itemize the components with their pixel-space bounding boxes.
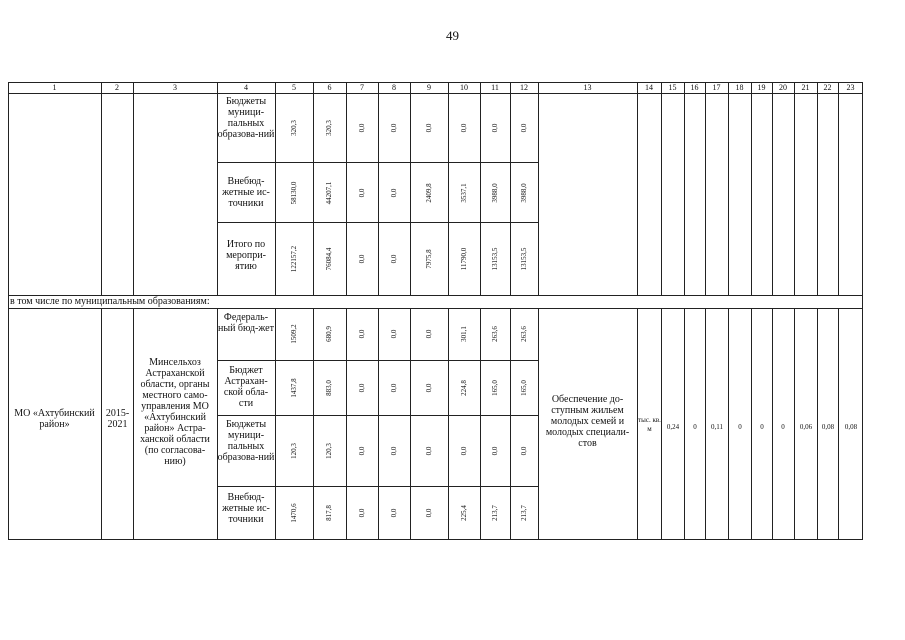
value-cell: 0,0 xyxy=(520,446,528,456)
header-col-7: 7 xyxy=(360,83,364,92)
value-cell: 0,0 xyxy=(390,508,398,518)
value-cell: 0,0 xyxy=(358,383,366,393)
value-cell: 58130,0 xyxy=(290,181,298,205)
value-cell: 320,3 xyxy=(290,120,298,136)
header-col-23: 23 xyxy=(846,83,855,92)
municipality-cell: МО «Ахтубинский район» xyxy=(14,408,95,430)
value-cell: 0,0 xyxy=(390,446,398,456)
value-cell: 817,8 xyxy=(325,505,333,521)
value-cell: 680,9 xyxy=(325,326,333,342)
unit-cell: тыс. кв. м xyxy=(638,416,661,433)
header-col-12: 12 xyxy=(520,83,528,92)
value-cell: 122157,2 xyxy=(290,245,298,273)
source-label: Бюджеты муници-пальных образова-ний xyxy=(217,419,275,463)
header-col-16: 16 xyxy=(690,83,699,92)
value-cell: 0,0 xyxy=(390,329,398,339)
indicator-value: 0 xyxy=(760,423,764,431)
source-label: Внебюд-жетные ис-точники xyxy=(222,492,270,525)
header-col-1: 1 xyxy=(52,83,57,92)
value-cell: 0,0 xyxy=(390,383,398,393)
value-cell: 0,0 xyxy=(460,446,468,456)
subheading: в том числе по муниципальным образованиям: xyxy=(10,296,210,307)
indicator-value: 0 xyxy=(738,423,742,431)
header-col-17: 17 xyxy=(712,83,721,92)
header-col-22: 22 xyxy=(823,83,832,92)
value-cell: 44207,1 xyxy=(325,181,333,205)
value-cell: 301,1 xyxy=(460,326,468,342)
value-cell: 0,0 xyxy=(425,329,433,339)
header-col-9: 9 xyxy=(427,83,431,92)
value-cell: 0,0 xyxy=(425,383,433,393)
value-cell: 0,0 xyxy=(425,123,433,133)
value-cell: 3988,0 xyxy=(520,183,528,203)
header-col-18: 18 xyxy=(735,83,744,92)
value-cell: 120,3 xyxy=(290,443,298,459)
source-label: Бюджет Астрахан-ской обла-сти xyxy=(223,365,269,409)
value-cell: 224,8 xyxy=(460,380,468,396)
value-cell: 225,4 xyxy=(460,505,468,521)
value-cell: 13153,5 xyxy=(491,247,499,271)
indicator-value: 0,24 xyxy=(666,423,680,431)
header-col-10: 10 xyxy=(460,83,468,92)
value-cell: 1437,8 xyxy=(290,378,298,398)
value-cell: 0,0 xyxy=(460,123,468,133)
value-cell: 0,0 xyxy=(390,254,398,264)
value-cell: 263,6 xyxy=(520,326,528,342)
header-col-21: 21 xyxy=(801,83,810,92)
header-col-20: 20 xyxy=(779,83,787,92)
value-cell: 0,0 xyxy=(390,188,398,198)
indicator-value: 0,11 xyxy=(711,423,723,431)
table-grid xyxy=(8,82,863,540)
value-cell: 165,0 xyxy=(520,380,528,396)
value-cell: 213,7 xyxy=(520,505,528,521)
budget-table xyxy=(8,82,863,540)
value-cell: 1509,2 xyxy=(290,324,298,344)
value-cell: 320,3 xyxy=(325,120,333,136)
value-cell: 3537,1 xyxy=(460,183,468,203)
value-cell: 1470,6 xyxy=(290,503,298,523)
header-col-8: 8 xyxy=(392,83,396,92)
header-col-13: 13 xyxy=(583,83,592,92)
value-cell: 0,0 xyxy=(358,123,366,133)
value-cell: 883,0 xyxy=(325,380,333,396)
indicator-cell: Обеспечение до-ступным жильем молодых семей и молодых специали-стов xyxy=(545,394,630,449)
indicator-value: 0,06 xyxy=(799,423,813,431)
indicator-value: 0 xyxy=(693,423,697,431)
header-col-6: 6 xyxy=(327,83,332,92)
value-cell: 213,7 xyxy=(491,505,499,521)
value-cell: 0,0 xyxy=(425,446,433,456)
header-col-15: 15 xyxy=(668,83,677,92)
indicator-value: 0 xyxy=(781,423,785,431)
header-col-19: 19 xyxy=(757,83,766,92)
value-cell: 0,0 xyxy=(390,123,398,133)
header-col-11: 11 xyxy=(491,83,499,92)
source-label: Федераль-ный бюд-жет xyxy=(218,312,274,334)
source-label: Бюджеты муници-пальных образова-ний xyxy=(217,96,275,140)
value-cell: 0,0 xyxy=(425,508,433,518)
value-cell: 0,0 xyxy=(520,123,528,133)
period-cell: 2015-2021 xyxy=(105,408,130,430)
value-cell: 13153,5 xyxy=(520,247,528,271)
value-cell: 7975,8 xyxy=(425,249,433,269)
indicator-value: 0,08 xyxy=(844,423,858,431)
value-cell: 0,0 xyxy=(491,123,499,133)
header-col-5: 5 xyxy=(292,83,296,92)
value-cell: 0,0 xyxy=(358,188,366,198)
page-number: 49 xyxy=(446,28,459,43)
value-cell: 0,0 xyxy=(358,254,366,264)
source-label: Итого по меропри-ятию xyxy=(226,239,266,272)
header-col-3: 3 xyxy=(173,83,177,92)
source-label: Внебюд-жетные ис-точники xyxy=(222,176,270,209)
value-cell: 0,0 xyxy=(358,446,366,456)
value-cell: 165,0 xyxy=(491,380,499,396)
value-cell: 3988,0 xyxy=(491,183,499,203)
header-col-14: 14 xyxy=(645,83,653,92)
value-cell: 2409,8 xyxy=(425,183,433,203)
value-cell: 76084,4 xyxy=(325,247,333,271)
value-cell: 11790,0 xyxy=(460,247,468,271)
value-cell: 0,0 xyxy=(358,508,366,518)
indicator-value: 0,08 xyxy=(821,423,835,431)
header-col-2: 2 xyxy=(115,83,119,92)
value-cell: 0,0 xyxy=(358,329,366,339)
header-col-4: 4 xyxy=(244,83,248,92)
value-cell: 0,0 xyxy=(491,446,499,456)
value-cell: 120,3 xyxy=(325,443,333,459)
value-cell: 263,6 xyxy=(491,326,499,342)
executors-cell: Минсельхоз Астраханской области, органы местного само-управления МО «Ахтубинский район» Астра-ханской области (по согласова-нию) xyxy=(140,357,210,467)
